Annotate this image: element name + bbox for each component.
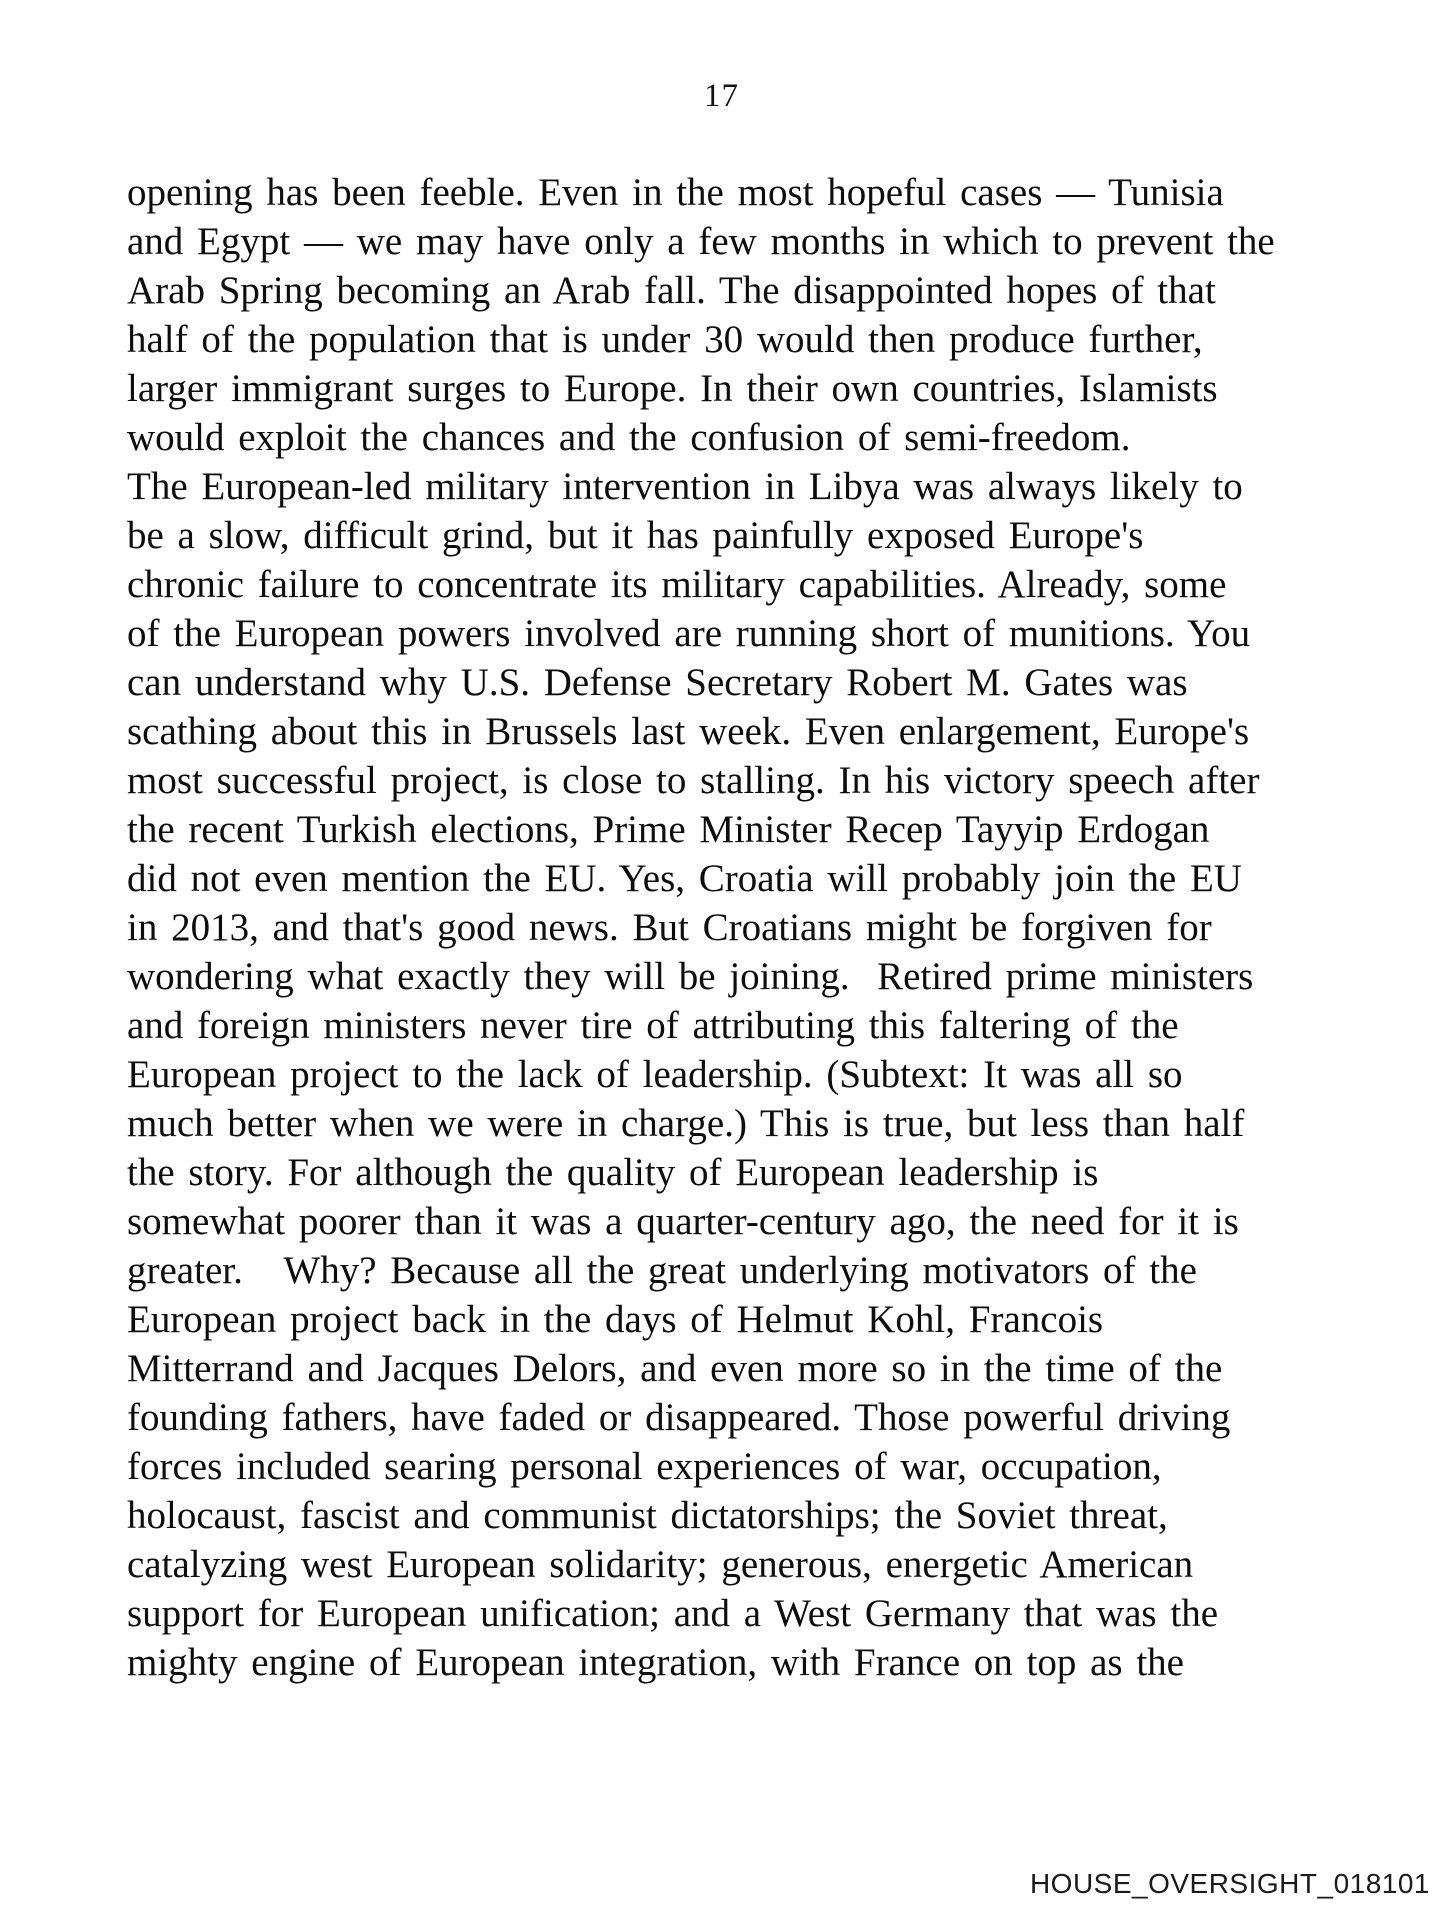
text-line: can understand why U.S. Defense Secretary Robert M. Gates was — [127, 661, 1188, 704]
text-line: Arab Spring becoming an Arab fall. The disappointed hopes of that — [127, 269, 1216, 312]
text-line: chronic failure to concentrate its military capabilities. Already, some — [127, 563, 1227, 606]
text-line: the recent Turkish elections, Prime Minister Recep Tayyip Erdogan — [127, 808, 1210, 851]
text-line: of the European powers involved are running short of munitions. You — [127, 612, 1251, 655]
text-line: wondering what exactly they will be joining. Retired prime ministers — [127, 955, 1254, 998]
text-line: the story. For although the quality of European leadership is — [127, 1151, 1099, 1194]
text-line: be a slow, difficult grind, but it has painfully exposed Europe's — [127, 514, 1144, 557]
text-line: half of the population that is under 30 would then produce further, — [127, 318, 1203, 361]
text-line: opening has been feeble. Even in the most hopeful cases — Tunisia — [127, 171, 1224, 214]
text-line: European project back in the days of Helmut Kohl, Francois — [127, 1298, 1104, 1341]
text-line: greater. Why? Because all the great underlying motivators of the — [127, 1249, 1197, 1292]
body-text-block — [127, 168, 1367, 1687]
bates-number: HOUSE_OVERSIGHT_018101 — [1029, 1868, 1430, 1899]
text-line: in 2013, and that's good news. But Croatians might be forgiven for — [127, 906, 1212, 949]
text-line: and Egypt — we may have only a few months in which to prevent the — [127, 220, 1275, 263]
text-line: most successful project, is close to stalling. In his victory speech after — [127, 759, 1260, 802]
text-line: scathing about this in Brussels last week. Even enlargement, Europe's — [127, 710, 1250, 753]
page-number: 17 — [704, 78, 739, 114]
text-line: mighty engine of European integration, with France on top as the — [127, 1641, 1184, 1684]
text-line: somewhat poorer than it was a quarter-century ago, the need for it is — [127, 1200, 1239, 1243]
text-line: European project to the lack of leadership. (Subtext: It was all so — [127, 1053, 1183, 1096]
text-line: The European-led military intervention in Libya was always likely to — [127, 465, 1243, 508]
text-line: larger immigrant surges to Europe. In their own countries, Islamists — [127, 367, 1218, 410]
text-line: would exploit the chances and the confusion of semi-freedom. — [127, 416, 1131, 459]
text-line: catalyzing west European solidarity; generous, energetic American — [127, 1543, 1194, 1586]
text-line: and foreign ministers never tire of attributing this faltering of the — [127, 1004, 1179, 1047]
text-line: forces included searing personal experiences of war, occupation, — [127, 1445, 1162, 1488]
text-line: Mitterrand and Jacques Delors, and even more so in the time of the — [127, 1347, 1223, 1390]
text-line: much better when we were in charge.) This is true, but less than half — [127, 1102, 1245, 1145]
text-line: founding fathers, have faded or disappeared. Those powerful driving — [127, 1396, 1231, 1439]
text-line: holocaust, fascist and communist dictatorships; the Soviet threat, — [127, 1494, 1168, 1537]
text-line: did not even mention the EU. Yes, Croatia will probably join the EU — [127, 857, 1242, 900]
text-line: support for European unification; and a West Germany that was the — [127, 1592, 1219, 1635]
